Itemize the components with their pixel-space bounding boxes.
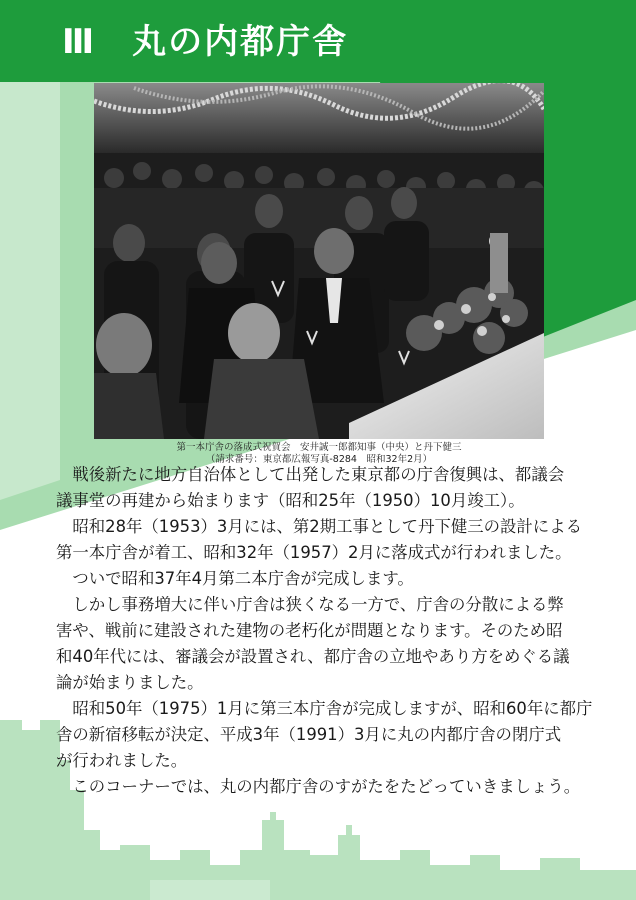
- section-title-spacer: [96, 22, 132, 62]
- body-line: が行われました。: [56, 751, 188, 770]
- body-line: 舎の新宿移転が決定、平成3年（1991）3月に丸の内都庁舎の閉庁式: [56, 725, 562, 744]
- body-line: 和40年代には、審議会が設置され、都庁舎の立地やあり方をめぐる議: [56, 647, 570, 666]
- photo-caption-line-1: 第一本庁舎の落成式祝賀会 安井誠一郎都知事（中央）と丹下健三: [176, 442, 462, 453]
- section-numeral: Ⅲ: [62, 22, 97, 62]
- body-line: 戦後新たに地方自治体として出発した東京都の庁舎復興は、都議会: [56, 465, 565, 484]
- body-line: 論が始まりました。: [56, 673, 204, 692]
- body-line: ついで昭和37年4月第二本庁舎が完成します。: [56, 569, 414, 588]
- section-title-text: 丸の内都庁舎: [132, 22, 349, 62]
- photo-crowd-scene: [94, 83, 544, 439]
- body-text: [56, 462, 596, 800]
- body-line: 議事堂の再建から始まります（昭和25年（1950）10月竣工）。: [56, 491, 525, 510]
- body-line: このコーナーでは、丸の内都庁舎のすがたをたどっていきましょう。: [56, 777, 581, 796]
- photo-caption-line-2: （請求番号：東京都広報写真-8284 昭和32年2月）: [205, 454, 433, 465]
- section-title: [62, 22, 348, 62]
- left-light-strip: [0, 82, 60, 500]
- body-line: 第一本庁舎が着工、昭和32年（1957）2月に落成式が行われました。: [56, 543, 572, 562]
- historical-photo: [94, 83, 544, 439]
- body-line: 害や、戦前に建設された建物の老朽化が問題となります。そのため昭: [56, 621, 563, 640]
- body-line: しかし事務増大に伴い庁舎は狭くなる一方で、庁舎の分散による弊: [56, 595, 564, 614]
- body-line: 昭和28年（1953）3月には、第2期工事として丹下健三の設計による: [56, 517, 582, 536]
- body-line: 昭和50年（1975）1月に第三本庁舎が完成しますが、昭和60年に都庁: [56, 699, 593, 718]
